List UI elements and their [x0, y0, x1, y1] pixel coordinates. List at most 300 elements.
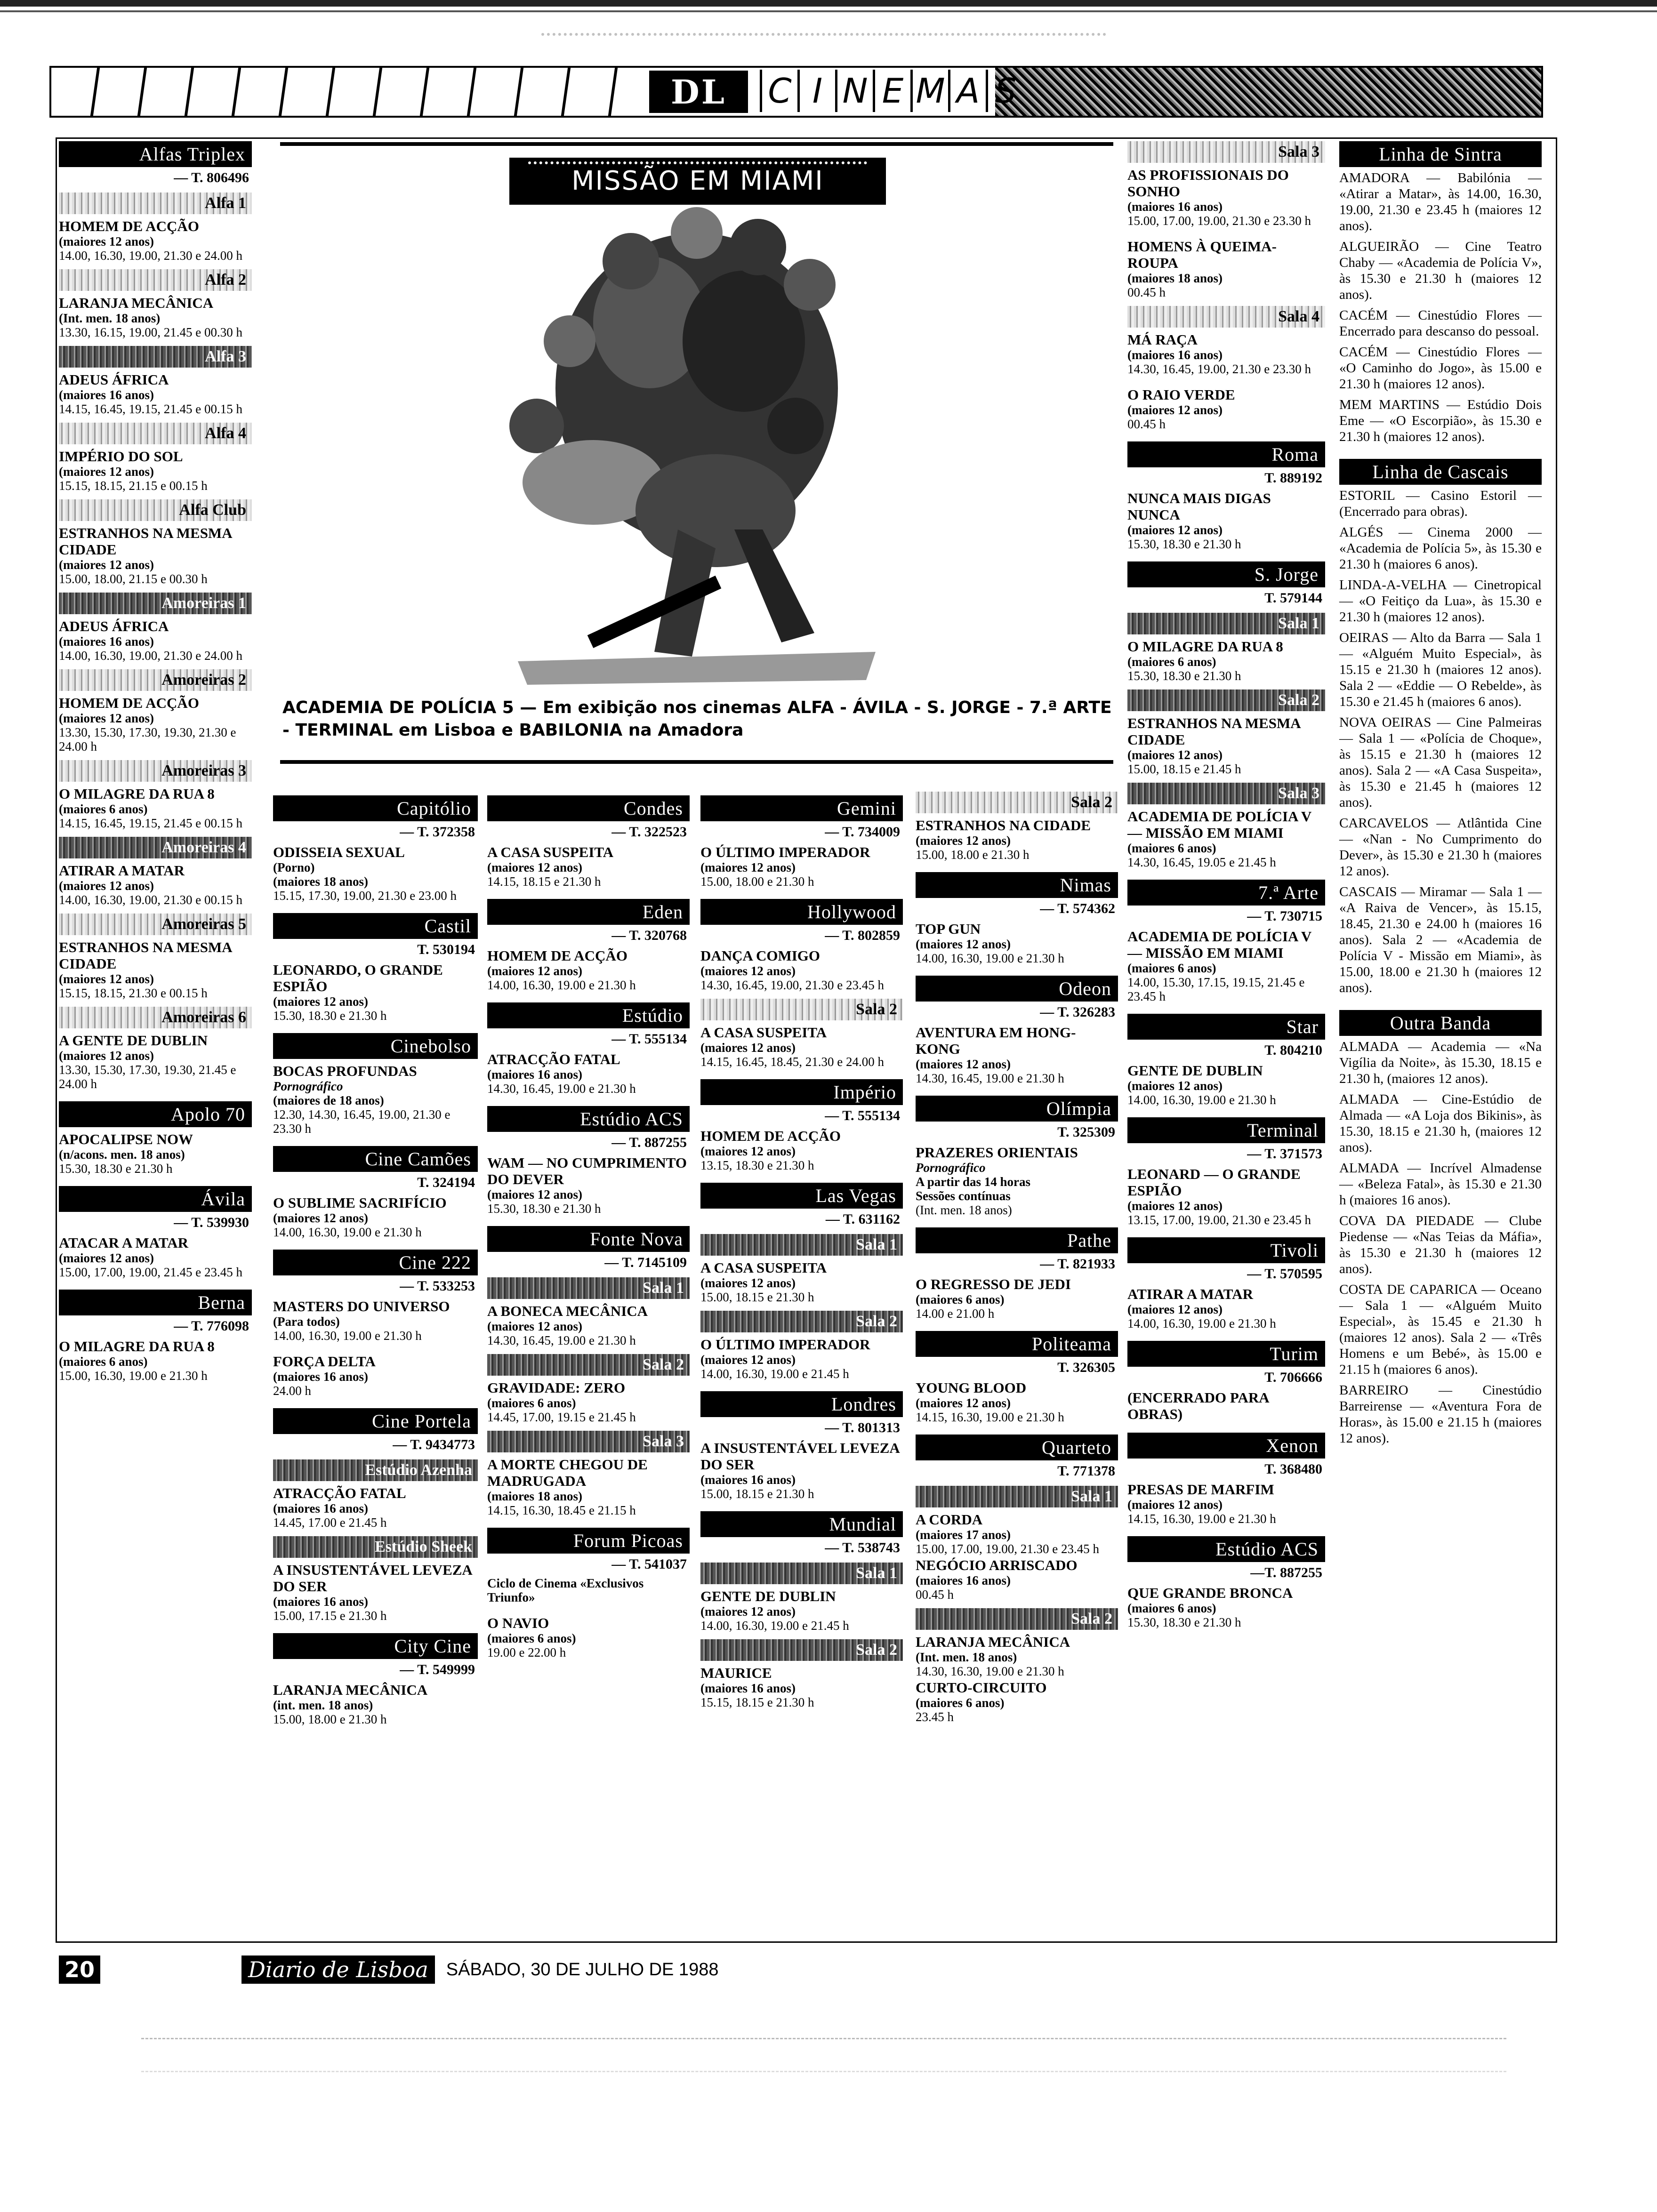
film-title: LARANJA MECÂNICA	[59, 295, 214, 311]
room-label: Estúdio Azenha	[273, 1459, 478, 1481]
cinema-name: Londres	[700, 1391, 903, 1417]
film-times: 15.30, 18.30 e 21.30 h	[1127, 669, 1241, 683]
film-rating: (maiores 12 anos)	[700, 1353, 796, 1367]
film-rating: (maiores 16 anos)	[59, 388, 154, 402]
film-title: A GENTE DE DUBLIN	[59, 1032, 208, 1049]
film-rating: (maiores 6 anos)	[1127, 841, 1216, 855]
film-rating: (maiores 12 anos)	[1127, 748, 1223, 762]
film-times: 15.30, 18.30 e 21.30 h	[273, 1009, 387, 1023]
film-title: A CASA SUSPEITA	[487, 844, 614, 860]
cinema-phone: T. 368480	[1264, 1461, 1322, 1477]
film-genre: Pornográfico	[916, 1161, 986, 1175]
film-title: A BONECA MECÂNICA	[487, 1303, 648, 1319]
region-title: Outra Banda	[1339, 1010, 1542, 1036]
film-rating: (maiores 6 anos)	[1127, 655, 1216, 669]
film-times: 13.15, 17.00, 19.00, 21.30 e 23.45 h	[1127, 1213, 1311, 1227]
cinema-phone: T. 889192	[1264, 470, 1322, 486]
film-rating: (maiores 16 anos)	[700, 1473, 796, 1487]
film-times: 15.00, 17.15 e 21.30 h	[273, 1609, 387, 1623]
film-rating: (maiores 12 anos)	[59, 1049, 154, 1063]
film-title: ESTRANHOS NA MESMA CIDADE	[59, 939, 232, 972]
film-title: ESTRANHOS NA MESMA CIDADE	[1127, 715, 1300, 748]
film-times: 15.00, 18.15 e 21.30 h	[700, 1290, 814, 1304]
cinema-name: 7.ª Arte	[1127, 880, 1325, 906]
film-rating: (maiores 12 anos)	[487, 860, 582, 874]
cinema-phone: — T. 806496	[174, 170, 249, 185]
film-title: A CASA SUSPEITA	[700, 1024, 827, 1041]
film-times: 15.00, 18.00, 21.15 e 00.30 h	[59, 572, 208, 586]
cinema-name: Ávila	[59, 1186, 252, 1212]
room-label: Estúdio Sheek	[273, 1536, 478, 1558]
poster-bottom-rule	[280, 760, 1113, 764]
film-times: 14.30, 16.45, 19.00, 21.30 e 23.30 h	[1127, 362, 1311, 376]
film-title: O ÚLTIMO IMPERADOR	[700, 1336, 870, 1353]
film-times: 15.30, 18.30 e 21.30 h	[487, 1202, 601, 1216]
room-label: Alfa 4	[59, 423, 252, 444]
regional-listing: CARCAVELOS — Atlântida Cine — «Nan - No Cumprimento do Dever», às 15.30 e 21.30 h (maiores 12 anos).	[1339, 816, 1542, 879]
film-rating: (maiores 16 anos)	[1127, 348, 1223, 362]
section-letter: C	[760, 70, 797, 112]
section-header-band	[49, 66, 1543, 118]
room-label: Sala 1	[700, 1563, 903, 1584]
room-label: Alfa 3	[59, 346, 252, 368]
film-times: 15.30, 18.30 e 21.30 h	[59, 1162, 173, 1176]
film-rating: (maiores 12 anos)	[916, 834, 1011, 848]
regional-listing: OEIRAS — Alto da Barra — Sala 1 — «Alguém Muito Especial», às 15.15 e 21.30 h (maiores 12 anos). Sala 2 — «Eddie — O Rebelde», às 15.30 e 21.45 h (maiores 6 anos).	[1339, 630, 1542, 709]
film-title: A CORDA	[916, 1511, 983, 1528]
film-times: 14.30, 16.45, 19.05 e 21.45 h	[1127, 855, 1276, 869]
film-times: 14.45, 17.00 e 21.45 h	[273, 1515, 387, 1530]
film-title: A INSUSTENTÁVEL LEVEZA DO SER	[700, 1440, 900, 1473]
film-rating: (maiores 6 anos)	[59, 802, 148, 816]
film-title: TOP GUN	[916, 921, 981, 937]
room-label: Sala 3	[1127, 783, 1325, 804]
film-rating: (maiores 12 anos)	[273, 1211, 368, 1225]
poster-title: MISSÃO EM MIAMI	[509, 158, 886, 205]
film-times: 15.00, 18.15 e 21.45 h	[1127, 762, 1241, 776]
film-rating: (maiores 12 anos)	[1127, 1199, 1223, 1213]
section-letter: A	[948, 70, 986, 112]
film-rating: (Int. men. 18 anos)	[916, 1650, 1017, 1664]
film-title: HOMEM DE ACÇÃO	[59, 218, 199, 234]
column-e	[1127, 141, 1325, 1629]
film-rating: (maiores 12 anos)	[700, 1604, 796, 1619]
film-title: ADEUS ÁFRICA	[59, 371, 169, 388]
cinema-name: Hollywood	[700, 899, 903, 925]
film-rating: (maiores 6 anos)	[487, 1396, 576, 1410]
cinema-name: Nimas	[916, 872, 1118, 898]
film-rating: (maiores 12 anos)	[916, 1396, 1011, 1410]
film-times: 00.45 h	[916, 1587, 954, 1602]
header-texture	[995, 68, 1541, 116]
film-rating: (maiores 12 anos)	[59, 711, 154, 725]
film-title: BOCAS PROFUNDAS	[273, 1063, 417, 1079]
film-times: 14.00, 16.30, 19.00 e 21.30 h	[487, 978, 636, 992]
room-label: Amoreiras 6	[59, 1007, 252, 1028]
regional-listing: AMADORA — Babilónia — «Atirar a Matar», às 14.00, 16.30, 19.00, 21.30 e 23.45 h (maiores 12 anos).	[1339, 170, 1542, 233]
cinema-phone: — T. 574362	[1040, 901, 1115, 916]
film-times: 00.45 h	[1127, 417, 1166, 431]
film-title: NUNCA MAIS DIGAS NUNCA	[1127, 490, 1271, 523]
cinema-phone: T. 706666	[1264, 1370, 1322, 1385]
film-rating: (maiores 6 anos)	[916, 1292, 1005, 1306]
film-rating: (maiores 16 anos)	[916, 1573, 1011, 1587]
cinema-name: Odeon	[916, 976, 1118, 1002]
film-title: PRAZERES ORIENTAIS	[916, 1144, 1078, 1161]
cinema-phone: T. 771378	[1057, 1463, 1115, 1479]
film-rating: (maiores 18 anos)	[273, 874, 368, 889]
film-times: 13.30, 15.30, 17.30, 19.30, 21.45 e 24.00 h	[59, 1063, 236, 1091]
regional-listing: CACÉM — Cinestúdio Flores — Encerrado para descanso do pessoal.	[1339, 308, 1542, 339]
cinema-name: Condes	[487, 795, 690, 821]
film-title: O SUBLIME SACRIFÍCIO	[273, 1194, 447, 1211]
cinema-name: Roma	[1127, 441, 1325, 467]
film-rating: (maiores 17 anos)	[916, 1528, 1011, 1542]
film-rating: (maiores 16 anos)	[1127, 200, 1223, 214]
cinema-name: Estúdio ACS	[1127, 1536, 1325, 1562]
regional-listing: LINDA-A-VELHA — Cinetropical — «O Feitiço da Lua», às 15.30 e 21.30 h (maiores 12 anos).	[1339, 577, 1542, 625]
film-rating: (maiores 12 anos)	[1127, 1302, 1223, 1316]
film-rating: (maiores 12 anos)	[700, 1276, 796, 1290]
film-title: IMPÉRIO DO SOL	[59, 448, 183, 465]
bleed-through-line	[141, 2071, 1506, 2072]
cinema-phone: — T. 533253	[400, 1278, 475, 1294]
film-times: 14.15, 16.45, 19.15, 21.45 e 00.15 h	[59, 402, 242, 416]
cinema-phone: — T. 9434773	[393, 1437, 475, 1452]
film-rating: (maiores 12 anos)	[487, 1319, 582, 1333]
poster-caption: ACADEMIA DE POLÍCIA 5 — Em exibição nos cinemas ALFA - ÁVILA - S. JORGE - 7.ª ARTE - TERMINAL em Lisboa e BABILONIA na Amadora	[282, 698, 1112, 740]
room-label: Sala 3	[487, 1431, 690, 1452]
film-times: 15.00, 17.00, 19.00, 21.30 e 23.45 h	[916, 1542, 1099, 1556]
film-title: (ENCERRADO PARA OBRAS)	[1127, 1389, 1269, 1422]
film-rating: (maiores de 18 anos)	[273, 1093, 384, 1107]
cinema-phone: — T. 541037	[611, 1556, 687, 1572]
top-rule	[0, 0, 1657, 7]
film-title: DANÇA COMIGO	[700, 947, 820, 964]
film-times: 15.00, 16.30, 19.00 e 21.30 h	[59, 1369, 208, 1383]
film-times: 15.30, 18.30 e 21.30 h	[1127, 537, 1241, 551]
film-title: ATACAR A MATAR	[59, 1234, 188, 1251]
film-rating: (maiores 6 anos)	[1127, 961, 1216, 975]
film-times: 14.30, 16.30, 19.00 e 21.30 h	[916, 1664, 1064, 1678]
regional-listing: NOVA OEIRAS — Cine Palmeiras — Sala 1 — «Polícia de Choque», às 15.15 e 21.30 h (maiores 12 anos). Sala 2 — «A Casa Suspeita», às 15.30 e 21.45 h (maiores 12 anos).	[1339, 715, 1542, 810]
room-label: Amoreiras 4	[59, 837, 252, 858]
cinema-phone: — T. 570595	[1247, 1266, 1322, 1282]
film-title: LEONARDO, O GRANDE ESPIÃO	[273, 962, 443, 994]
film-rating: (maiores 16 anos)	[273, 1595, 368, 1609]
film-rating: (Int. men. 18 anos)	[59, 311, 161, 325]
film-rating: (maiores 12 anos)	[1127, 1079, 1223, 1093]
cinema-name: Mundial	[700, 1511, 903, 1537]
film-times: 14.00, 16.30, 19.00 e 21.45 h	[700, 1367, 849, 1381]
film-title: O NAVIO	[487, 1615, 549, 1631]
cinema-phone: T. 804210	[1264, 1042, 1322, 1058]
film-title: ESTRANHOS NA CIDADE	[916, 817, 1091, 834]
cinema-name: Alfas Triplex	[59, 141, 252, 167]
film-title: AS PROFISSIONAIS DO SONHO	[1127, 167, 1289, 200]
regional-listing: ALMADA — Incrível Almadense — «Beleza Fatal», às 15.30 e 21.30 h (maiores 16 anos).	[1339, 1161, 1542, 1208]
cinema-name: S. Jorge	[1127, 561, 1325, 587]
room-label: Amoreiras 1	[59, 593, 252, 614]
regional-listing: CASCAIS — Miramar — Sala 1 — «A Raiva de Vencer», às 15.15, 18.45, 21.30 e 24.00 h (maiores 16 anos). Sala 2 — «Academia de Polícia V - Missão em Miami», às 15.00, 18.00 e 21.30 h (maiores 12 anos).	[1339, 884, 1542, 995]
cinema-name: Apolo 70	[59, 1101, 252, 1127]
film-rating: (maiores 12 anos)	[700, 1144, 796, 1158]
cinema-name: Cine Portela	[273, 1408, 478, 1434]
film-title: O RAIO VERDE	[1127, 386, 1235, 403]
film-title: CURTO-CIRCUITO	[916, 1679, 1047, 1696]
room-label: Amoreiras 5	[59, 914, 252, 935]
film-title: ESTRANHOS NA MESMA CIDADE	[59, 525, 232, 558]
room-label: Sala 2	[487, 1354, 690, 1376]
film-rating: (maiores 16 anos)	[487, 1067, 582, 1082]
regional-listing: ESTORIL — Casino Estoril — (Encerrado para obras).	[1339, 488, 1542, 519]
room-label: Sala 1	[700, 1234, 903, 1256]
regional-listing: ALMADA — Academia — «Na Vigília da Noite», às 15.30, 18.15 e 21.30 h, (maiores 12 anos).	[1339, 1039, 1542, 1086]
film-genre: Pornográfico	[273, 1079, 343, 1093]
region-title: Linha de Cascais	[1339, 459, 1542, 485]
film-times: 15.15, 18.15, 21.30 e 00.15 h	[59, 986, 208, 1000]
film-times: 15.00, 17.00, 19.00, 21.45 e 23.45 h	[59, 1265, 242, 1279]
cinema-phone: — T. 555134	[825, 1108, 900, 1123]
cinema-phone: — T. 320768	[611, 928, 687, 943]
film-rating: A partir das 14 horas	[916, 1175, 1031, 1189]
cinema-name: Cinebolso	[273, 1033, 478, 1059]
regional-listing: ALGÉS — Cinema 2000 — «Academia de Polícia 5», às 15.30 e 21.30 h (maiores 6 anos).	[1339, 525, 1542, 572]
cinema-name: City Cine	[273, 1633, 478, 1659]
film-times: 19.00 e 22.00 h	[487, 1645, 566, 1659]
film-rating: (maiores 12 anos)	[700, 1041, 796, 1055]
film-times: 14.00, 16.30, 19.00, 21.30 e 00.15 h	[59, 893, 242, 907]
room-label: Alfa 1	[59, 192, 252, 214]
film-times: 15.15, 18.15 e 21.30 h	[700, 1695, 814, 1709]
film-title: GENTE DE DUBLIN	[700, 1588, 836, 1604]
film-rating: (maiores 12 anos)	[59, 465, 154, 479]
film-title: O MILAGRE DA RUA 8	[59, 1338, 215, 1354]
film-rating: (maiores 12 anos)	[487, 964, 582, 978]
film-times: 13.30, 15.30, 17.30, 19.30, 21.30 e 24.00 h	[59, 725, 236, 753]
cinema-name: Forum Picoas	[487, 1528, 690, 1554]
regional-listing: ALMADA — Cine-Estúdio de Almada — «A Loja dos Bikinis», às 15.30, 18.15 e 21.30 h, (maiores 12 anos).	[1339, 1092, 1542, 1155]
film-times: 15.30, 18.30 e 21.30 h	[1127, 1615, 1241, 1629]
film-times: 14.30, 16.45, 19.00 e 21.30 h	[487, 1082, 636, 1096]
room-label: Sala 2	[916, 792, 1118, 813]
film-times: 14.00, 16.30, 19.00 e 21.30 h	[273, 1329, 422, 1343]
film-times: 15.15, 17.30, 19.00, 21.30 e 23.00 h	[273, 889, 457, 903]
film-times: 14.15, 16.30, 19.00 e 21.30 h	[916, 1410, 1064, 1424]
film-rating: (maiores 6 anos)	[916, 1696, 1005, 1710]
cinema-name: Turim	[1127, 1341, 1325, 1367]
film-title: LARANJA MECÂNICA	[273, 1682, 428, 1698]
cinema-name: Cine 222	[273, 1250, 478, 1275]
film-times: 13.30, 16.15, 19.00, 21.45 e 00.30 h	[59, 325, 242, 339]
film-times: 14.15, 16.45, 18.45, 21.30 e 24.00 h	[700, 1055, 884, 1069]
regional-listing: MEM MARTINS — Estúdio Dois Eme — «O Escorpião», às 15.30 e 21.30 h (maiores 12 anos).	[1339, 397, 1542, 444]
film-title: AVENTURA EM HONG-KONG	[916, 1024, 1076, 1057]
cinema-name: Politeama	[916, 1331, 1118, 1357]
column-alfas	[59, 141, 252, 1383]
film-title: APOCALIPSE NOW	[59, 1131, 193, 1147]
film-rating: (maiores 16 anos)	[273, 1501, 368, 1515]
film-title: Ciclo de Cinema «Exclusivos Triunfo»	[487, 1576, 644, 1604]
cinema-name: Estúdio	[487, 1002, 690, 1028]
room-label: Sala 1	[487, 1277, 690, 1299]
cinema-phone: T. 326305	[1057, 1360, 1115, 1375]
film-times: 15.00, 18.00 e 21.30 h	[916, 848, 1030, 862]
film-title: ACADEMIA DE POLÍCIA V — MISSÃO EM MIAMI	[1127, 808, 1311, 841]
film-rating: (maiores 12 anos)	[59, 558, 154, 572]
cinema-phone: — T. 539930	[174, 1215, 249, 1230]
cinema-phone: — T. 821933	[1040, 1256, 1115, 1272]
cinema-name: Berna	[59, 1290, 252, 1315]
bleed-through-text	[541, 33, 1106, 55]
film-times: 14.00, 16.30, 19.00 e 21.45 h	[700, 1619, 849, 1633]
film-title: A CASA SUSPEITA	[700, 1259, 827, 1276]
section-letter: S	[986, 70, 1023, 112]
film-times: 15.15, 18.15, 21.15 e 00.15 h	[59, 479, 208, 493]
film-title: WAM — NO CUMPRIMENTO DO DEVER	[487, 1154, 687, 1187]
film-rating: (maiores 6 anos)	[1127, 1601, 1216, 1615]
cinema-phone: T. 530194	[417, 942, 475, 957]
cinema-phone: — T. 371573	[1247, 1146, 1322, 1162]
bleed-through-line	[141, 2038, 1506, 2039]
cinema-name: Las Vegas	[700, 1183, 903, 1209]
film-rating: (Porno)	[273, 860, 315, 874]
film-rating: (maiores 6 anos)	[487, 1631, 576, 1645]
section-letter: E	[873, 70, 910, 112]
film-title: ATIRAR A MATAR	[59, 862, 185, 879]
page-number: 20	[59, 1956, 100, 1984]
room-label: Alfa Club	[59, 499, 252, 521]
film-times: 15.00, 18.00 e 21.30 h	[273, 1712, 387, 1726]
film-title: O MILAGRE DA RUA 8	[59, 785, 215, 802]
film-title: O REGRESSO DE JEDI	[916, 1276, 1071, 1292]
film-rating: (n/acons. men. 18 anos)	[59, 1147, 185, 1162]
film-times: 15.00, 18.00 e 21.30 h	[700, 874, 814, 889]
film-times: 23.45 h	[916, 1710, 954, 1724]
cinema-name: Cine Camões	[273, 1146, 478, 1172]
cinema-phone: — T. 730715	[1247, 908, 1322, 924]
film-rating: (maiores 12 anos)	[59, 972, 154, 986]
film-times: 00.45 h	[1127, 285, 1166, 299]
film-times: 14.00, 16.30, 19.00 e 21.30 h	[273, 1225, 422, 1239]
film-times: 14.00, 16.30, 19.00 e 21.30 h	[1127, 1316, 1276, 1330]
cinema-phone: T. 325309	[1057, 1124, 1115, 1140]
film-title: FORÇA DELTA	[273, 1353, 376, 1370]
film-rating: (maiores 12 anos)	[59, 1251, 154, 1265]
film-title: YOUNG BLOOD	[916, 1379, 1027, 1396]
film-title: O ÚLTIMO IMPERADOR	[700, 844, 870, 860]
film-title: ATRACÇÃO FATAL	[487, 1051, 620, 1067]
cinema-phone: — T. 555134	[611, 1031, 687, 1047]
film-title: ODISSEIA SEXUAL	[273, 844, 405, 860]
film-times: 13.15, 18.30 e 21.30 h	[700, 1158, 814, 1172]
cinema-name: Xenon	[1127, 1433, 1325, 1459]
cinema-phone: — T. 322523	[611, 824, 687, 840]
cinema-name: Estúdio ACS	[487, 1106, 690, 1132]
film-times: 14.00, 16.30, 19.00, 21.30 e 24.00 h	[59, 649, 242, 663]
film-rating: (maiores 12 anos)	[1127, 403, 1223, 417]
film-rating: (Para todos)	[273, 1314, 340, 1329]
section-letter: M	[910, 70, 948, 112]
film-title: GENTE DE DUBLIN	[1127, 1062, 1263, 1079]
film-times: 14.30, 16.45, 19.00 e 21.30 h	[916, 1071, 1064, 1085]
cinema-phone: T. 579144	[1264, 590, 1322, 606]
cinema-phone: — T. 372358	[400, 824, 475, 840]
regional-listing: CACÉM — Cinestúdio Flores — «O Caminho do Jogo», às 15.00 e 21.30 h (maiores 12 anos).	[1339, 345, 1542, 392]
film-times: 14.30, 16.45, 19.00 e 21.30 h	[487, 1333, 636, 1347]
film-title: LEONARD — O GRANDE ESPIÃO	[1127, 1166, 1301, 1199]
room-label: Sala 1	[1127, 613, 1325, 634]
film-title: HOMEM DE ACÇÃO	[59, 695, 199, 711]
page-footer	[59, 1953, 718, 1986]
room-label: Alfa 2	[59, 269, 252, 291]
film-times: 14.00 e 21.00 h	[916, 1306, 995, 1321]
column-2	[273, 785, 478, 1726]
column-regional	[1339, 141, 1542, 1451]
film-title: NEGÓCIO ARRISCADO	[916, 1557, 1078, 1573]
film-rating: (maiores 12 anos)	[1127, 1498, 1223, 1512]
film-times: 14.15, 18.15 e 21.30 h	[487, 874, 601, 889]
film-rating: (maiores 16 anos)	[59, 634, 154, 649]
column-4	[700, 785, 903, 1709]
room-label: Sala 3	[1127, 141, 1325, 163]
cinema-phone: — T. 326283	[1040, 1004, 1115, 1020]
room-label: Sala 2	[916, 1608, 1118, 1630]
cinema-name: Império	[700, 1079, 903, 1105]
cinema-name: Olímpia	[916, 1096, 1118, 1122]
cinema-phone: —T. 887255	[1250, 1565, 1322, 1580]
cinema-name: Castil	[273, 913, 478, 939]
film-rating: (maiores 12 anos)	[916, 1057, 1011, 1071]
column-3	[487, 785, 690, 1659]
film-rating: (maiores 18 anos)	[1127, 271, 1223, 285]
film-times: 12.30, 14.30, 16.45, 19.00, 21.30 e 23.30 h	[273, 1107, 450, 1136]
cinema-phone: — T. 7145109	[604, 1255, 687, 1270]
film-title: PRESAS DE MARFIM	[1127, 1481, 1274, 1498]
film-title: LARANJA MECÂNICA	[916, 1634, 1070, 1650]
film-rating: (maiores 6 anos)	[59, 1354, 148, 1369]
film-times: 14.15, 16.45, 19.15, 21.45 e 00.15 h	[59, 816, 242, 830]
cinema-phone: — T. 802859	[825, 928, 900, 943]
cinema-phone: — T. 801313	[825, 1420, 900, 1435]
cinema-name: Eden	[487, 899, 690, 925]
regional-listing: COVA DA PIEDADE — Clube Piedense — «Nas Teias da Máfia», às 15.30 e 21.30 h (maiores 12 anos).	[1339, 1213, 1542, 1276]
cinema-name: Capitólio	[273, 795, 478, 821]
film-times: 14.45, 17.00, 19.15 e 21.45 h	[487, 1410, 636, 1424]
cinema-phone: — T. 631162	[825, 1211, 900, 1227]
film-rating: (maiores 16 anos)	[273, 1370, 368, 1384]
film-times: (Int. men. 18 anos)	[916, 1203, 1012, 1217]
issue-date: SÁBADO, 30 DE JULHO DE 1988	[446, 1959, 719, 1980]
film-rating: (maiores 16 anos)	[700, 1681, 796, 1695]
room-label: Sala 2	[1127, 689, 1325, 711]
film-times: 14.00, 16.30, 19.00, 21.30 e 24.00 h	[59, 248, 242, 263]
masthead: Diario de Lisboa	[241, 1956, 435, 1984]
film-times: 14.30, 16.45, 19.00, 21.30 e 23.45 h	[700, 978, 884, 992]
film-title: ACADEMIA DE POLÍCIA V — MISSÃO EM MIAMI	[1127, 928, 1311, 961]
cinema-name: Terminal	[1127, 1117, 1325, 1143]
film-title: HOMENS À QUEIMA-ROUPA	[1127, 238, 1277, 271]
section-title	[760, 70, 1023, 112]
cinema-phone: — T. 734009	[825, 824, 900, 840]
film-title: GRAVIDADE: ZERO	[487, 1379, 626, 1396]
room-label: Sala 1	[916, 1486, 1118, 1507]
film-title: A MORTE CHEGOU DE MADRUGADA	[487, 1456, 648, 1489]
column-5	[916, 785, 1118, 1724]
room-label: Sala 2	[700, 1311, 903, 1332]
cinema-name: Pathe	[916, 1227, 1118, 1253]
film-rating: (maiores 12 anos)	[487, 1187, 582, 1202]
